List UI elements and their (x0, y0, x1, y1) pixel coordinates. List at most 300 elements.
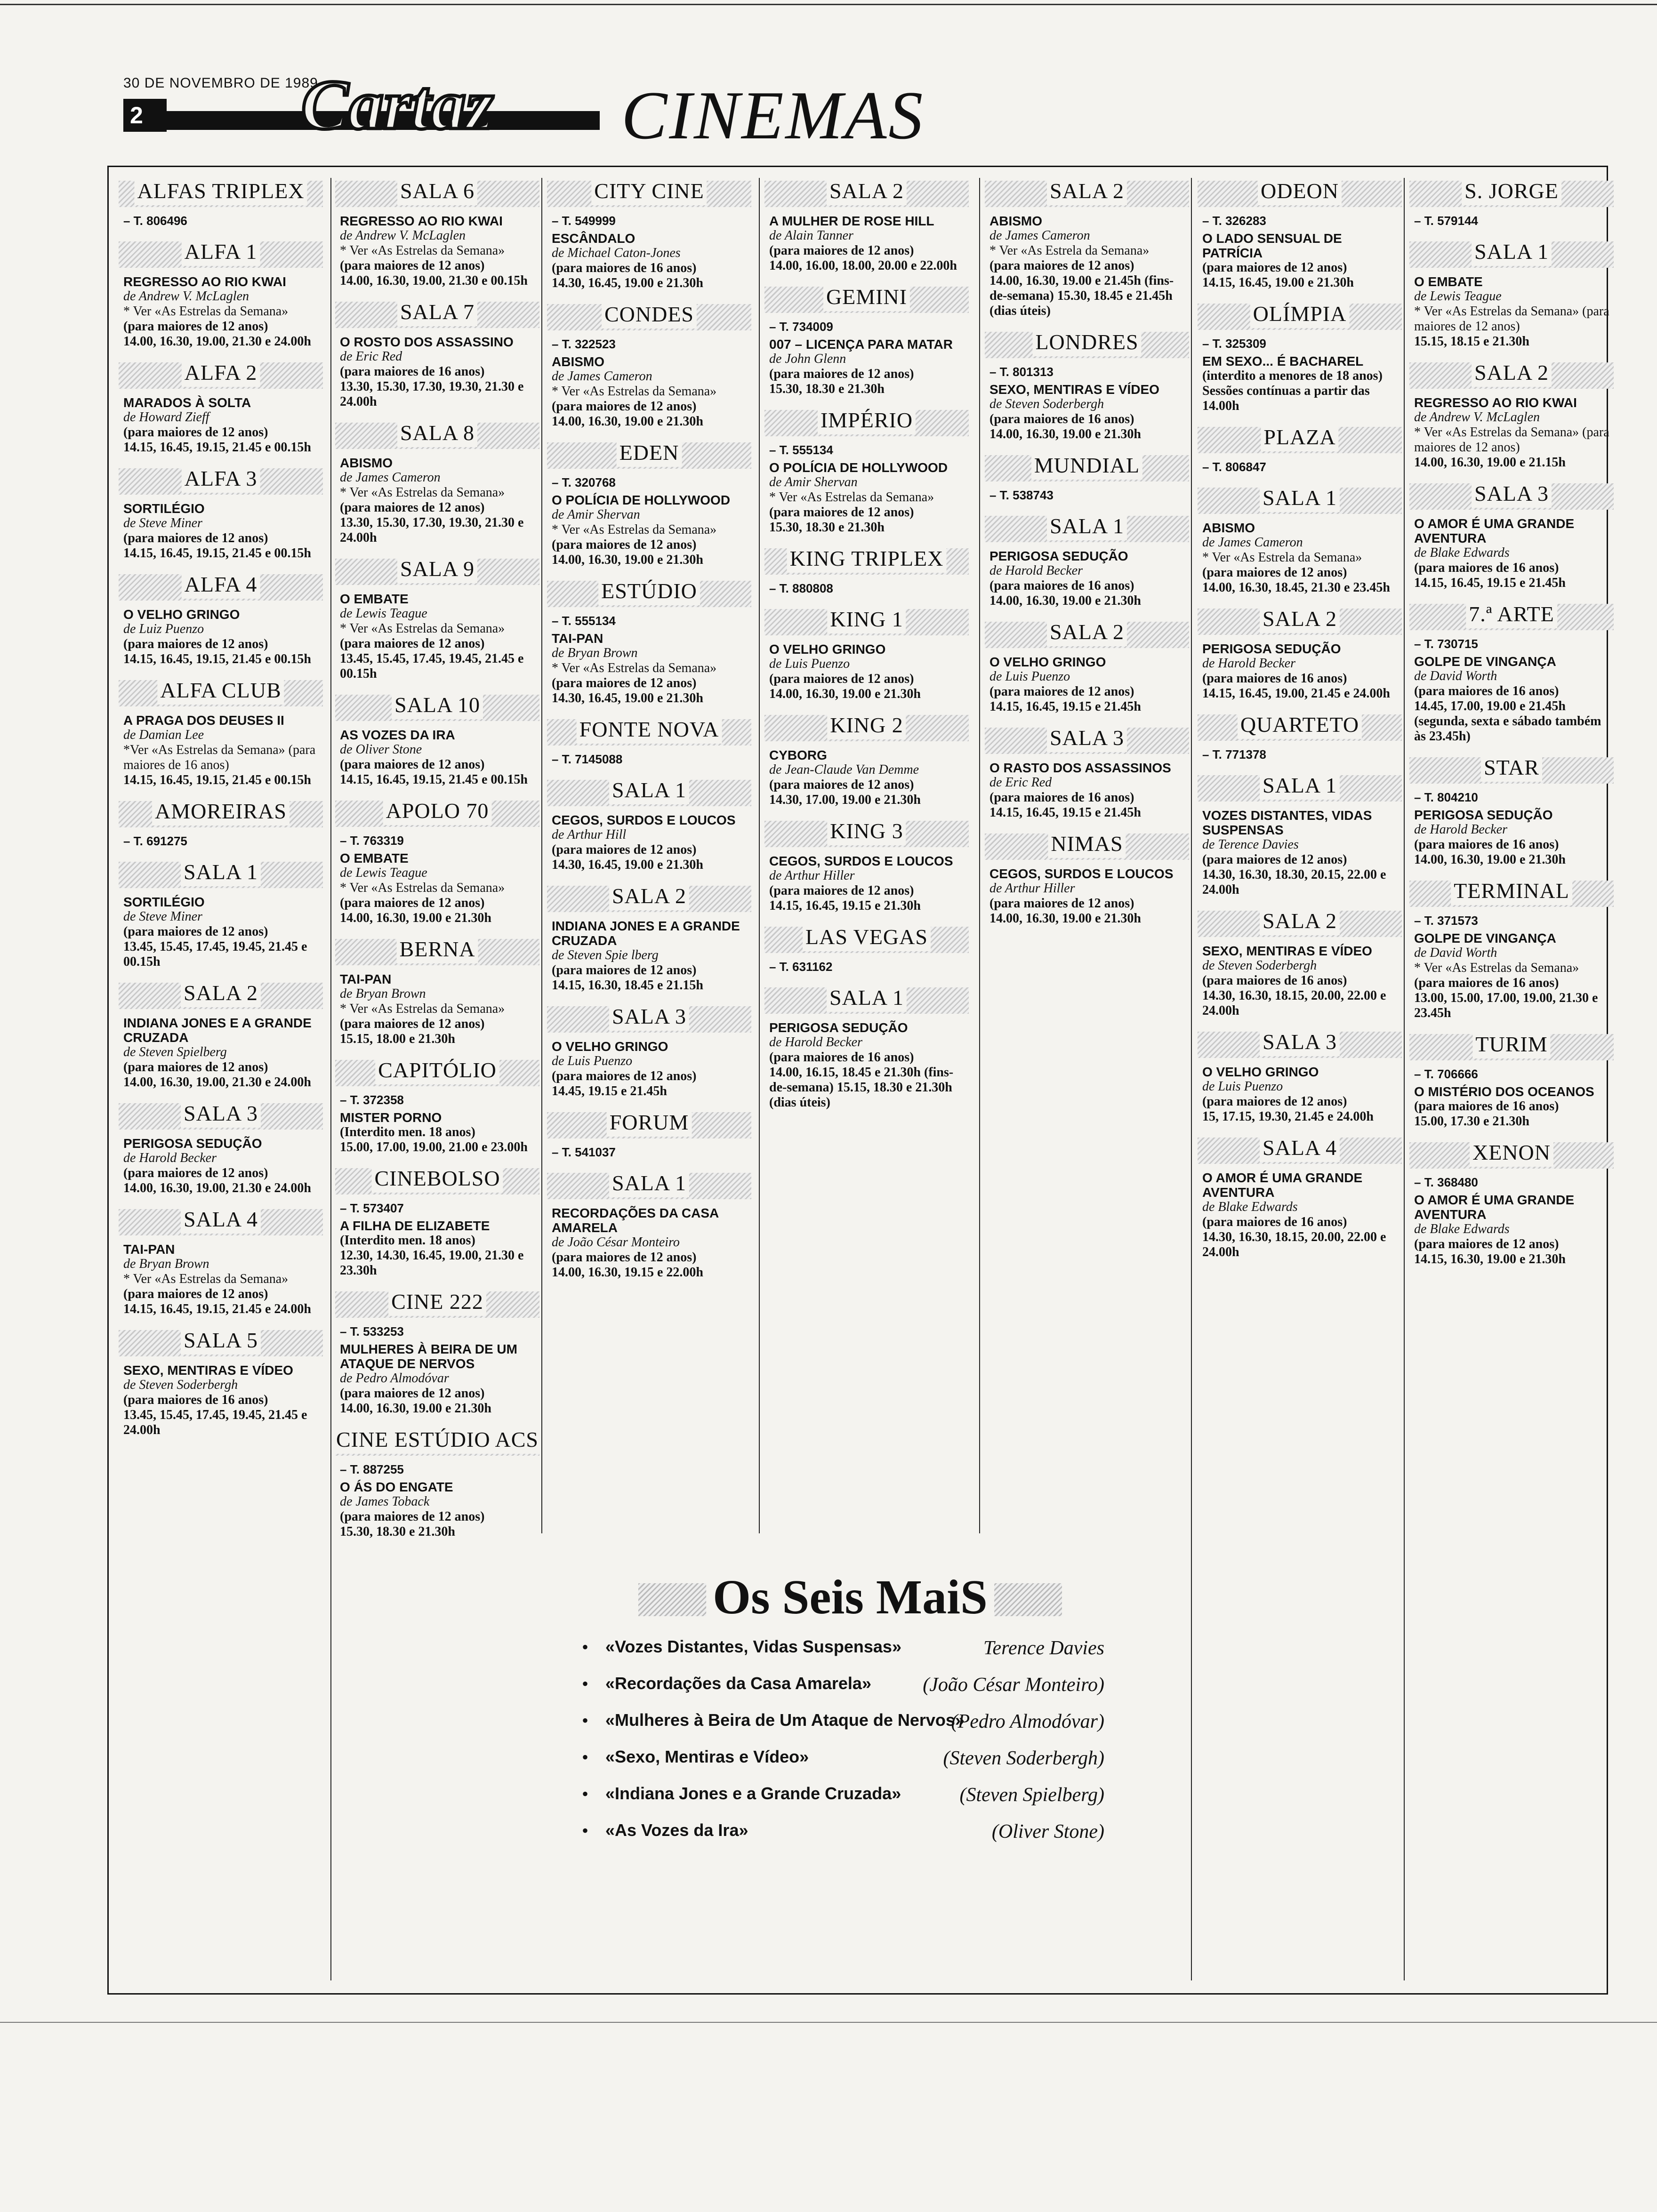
film-listing (552, 354, 751, 429)
film-rating: (para maiores de 12 anos) (769, 672, 914, 686)
film-title: A MULHER DE ROSE HILL (769, 214, 934, 228)
film-title: PERIGOSA SEDUÇÃO (989, 549, 1128, 563)
film-showtimes: 15.15, 18.15 e 21.30h (1414, 334, 1529, 349)
film-rating: (para maiores de 12 anos) (340, 258, 485, 273)
cinema-header (985, 181, 1189, 207)
film-showtimes: 14.00, 16.30, 19.15 e 22.00h (552, 1265, 703, 1280)
cinema-phone: – T. 887255 (340, 1462, 404, 1476)
cinema-header (1409, 181, 1614, 207)
film-showtimes: 14.15, 16.45, 19.00, 21.45 e 24.00h (1202, 686, 1390, 701)
film-listing (123, 607, 323, 667)
film-showtimes: 14.30, 16.45, 19.00 e 21.30h (552, 858, 703, 872)
recommended-director: (Steven Soderbergh) (943, 1747, 1104, 1769)
cinema-name: PLAZA (1261, 423, 1338, 451)
cinema-name: SALA 2 (1260, 605, 1340, 633)
film-showtimes: Sessões contínuas a partir das 14.00h (1202, 384, 1370, 413)
cinema-phone: – T. 806496 (123, 214, 187, 228)
film-director: de Luiz Puenzo (123, 622, 204, 636)
cinema-header (1409, 362, 1614, 389)
film-showtimes: 14.15, 16.45, 19.15, 21.45 e 00.15h (340, 772, 528, 787)
listing-column (1198, 178, 1402, 1260)
film-listing (769, 854, 969, 914)
film-note: * Ver «As Estrelas da Semana» (para maiores de 12 anos) (1414, 304, 1609, 334)
film-title: CEGOS, SURDOS E LOUCOS (989, 866, 1174, 881)
film-director: de Eric Red (340, 349, 402, 364)
cinema-name: SALA 1 (1472, 238, 1552, 266)
film-title: O RASTO DOS ASSASSINOS (989, 761, 1171, 775)
cinema-name: SALA 1 (827, 984, 907, 1012)
cinema-name: TURIM (1472, 1030, 1550, 1058)
film-title: SEXO, MENTIRAS E VÍDEO (989, 382, 1159, 397)
cinema-header (335, 1168, 539, 1194)
os-seis-mais-item (544, 1745, 1142, 1782)
film-rating: (para maiores de 12 anos) (123, 425, 268, 440)
bullet-icon: • (582, 1636, 589, 1658)
film-rating: (para maiores de 12 anos) (769, 243, 914, 258)
film-listing (552, 493, 751, 568)
film-showtimes: 14.00, 16.30, 19.00 e 21.30h (340, 1401, 491, 1416)
film-rating: (para maiores de 12 anos) (769, 367, 914, 381)
film-note: * Ver «As Estrelas da Semana» (123, 1272, 289, 1286)
film-showtimes: 14.00, 16.00, 18.00, 20.00 e 22.00h (769, 258, 957, 273)
film-title: O VELHO GRINGO (552, 1039, 668, 1054)
film-showtimes: 14.00, 16.30, 19.00, 21.30 e 00.15h (340, 273, 528, 288)
film-showtimes: 13.45, 15.45, 17.45, 19.45, 21.45 e 24.00h (123, 1408, 307, 1437)
page-number: 2 (123, 99, 167, 132)
film-showtimes: 14.15, 16.45, 19.00 e 21.30h (1202, 275, 1354, 290)
film-listing (989, 761, 1189, 820)
cinema-name: KING 2 (827, 711, 906, 739)
film-rating: (para maiores de 12 anos) (1202, 565, 1347, 580)
film-title: REGRESSO AO RIO KWAI (340, 214, 503, 228)
film-director: de James Toback (340, 1494, 430, 1509)
recommended-film: «Recordações da Casa Amarela» (605, 1674, 871, 1693)
film-rating: (para maiores de 16 anos) (1202, 973, 1347, 988)
cinema-phone: – T. 371573 (1414, 914, 1478, 928)
cinema-phone: – T. 372358 (340, 1093, 404, 1107)
film-director: de James Cameron (552, 369, 652, 384)
film-showtimes: 14.15, 16.45, 19.15, 21.45 e 00.15h (123, 773, 311, 787)
column-divider (541, 178, 542, 1533)
bullet-icon: • (582, 1820, 589, 1841)
film-director: de Bryan Brown (123, 1257, 209, 1271)
cinema-phone: – T. 631162 (769, 960, 833, 974)
publication-date: 30 DE NOVEMBRO DE 1989 (123, 75, 318, 91)
film-note: * Ver «As Estrelas da Semana» (769, 490, 934, 505)
film-rating: (para maiores de 16 anos) (340, 364, 485, 379)
film-title: REGRESSO AO RIO KWAI (1414, 395, 1577, 410)
film-listing (1202, 231, 1402, 290)
film-title: O VELHO GRINGO (123, 607, 240, 622)
film-rating: (para maiores de 12 anos) (769, 883, 914, 898)
cinema-phone: – T. 555134 (769, 443, 833, 457)
film-rating: (para maiores de 12 anos) (340, 500, 485, 515)
film-title: O MISTÉRIO DOS OCEANOS (1414, 1084, 1594, 1099)
cinema-header (335, 181, 539, 207)
film-rating: (para maiores de 12 anos) (123, 531, 268, 545)
film-showtimes: 13.45, 15.45, 17.45, 19.45, 21.45 e 00.15h (123, 939, 307, 969)
film-title: INDIANA JONES E A GRANDE CRUZADA (123, 1016, 312, 1045)
cinema-name: SALA 4 (1260, 1134, 1340, 1162)
film-title: O VELHO GRINGO (989, 655, 1106, 669)
listing-column (1409, 178, 1614, 1267)
page-bottom-rule (0, 2022, 1657, 2023)
cinema-name: KING 1 (827, 605, 906, 633)
film-title: REGRESSO AO RIO KWAI (123, 274, 286, 289)
film-showtimes: 14.00, 16.30, 19.00 e 21.30h (552, 414, 703, 429)
film-title: GOLPE DE VINGANÇA (1414, 654, 1556, 669)
column-divider (330, 178, 331, 1980)
film-listing (123, 713, 323, 788)
film-director: de Luis Puenzo (552, 1054, 633, 1068)
film-note: * Ver «As Estrela da Semana» (989, 243, 1150, 258)
film-title: TAI-PAN (340, 972, 392, 986)
cinema-header (119, 468, 323, 495)
film-showtimes: 14.00, 16.30, 19.00 e 21.30h (769, 687, 921, 701)
film-listing (340, 1342, 539, 1416)
film-note: * Ver «As Estrela da Semana» (1202, 550, 1362, 565)
cinema-header (1409, 757, 1614, 784)
film-rating: (para maiores de 12 anos) (552, 1250, 697, 1265)
bullet-icon: • (582, 1747, 589, 1768)
cinema-name: OLÍMPIA (1250, 300, 1350, 328)
film-title: O EMBATE (340, 851, 409, 866)
film-showtimes: 14.45, 19.15 e 21.45h (552, 1084, 667, 1098)
film-showtimes: 14.00, 16.30, 19.00 e 21.30h (552, 553, 703, 567)
film-listing (1414, 395, 1614, 470)
film-listing (340, 214, 539, 289)
cinema-name: SALA 4 (181, 1205, 261, 1234)
cinema-phone: – T. 804210 (1414, 790, 1478, 804)
cinema-header (1198, 427, 1402, 453)
cinema-name: LAS VEGAS (803, 923, 931, 951)
film-director: de Bryan Brown (552, 646, 638, 660)
film-rating: (para maiores de 16 anos) (1414, 561, 1559, 575)
cinema-phone: – T. 322523 (552, 337, 616, 351)
film-director: de Blake Edwards (1202, 1200, 1298, 1214)
cinema-header (119, 983, 323, 1009)
cinema-phone: – T. 880808 (769, 581, 833, 595)
film-listing (989, 382, 1189, 442)
cinema-phone: – T. 326283 (1202, 214, 1266, 228)
cinema-name: ALFA 3 (182, 465, 260, 493)
cinema-name: SALA 3 (1472, 480, 1552, 508)
cinema-name: SALA 6 (397, 177, 477, 205)
cinema-name: 7.ª ARTE (1466, 600, 1557, 628)
film-showtimes: 13.30, 15.30, 17.30, 19.30, 21.30 e 24.00h (340, 515, 524, 545)
film-director: de Harold Becker (123, 1151, 217, 1165)
film-rating: (para maiores de 16 anos) (552, 261, 697, 275)
film-title: EM SEXO... É BACHAREL (1202, 354, 1364, 369)
cinema-header (547, 304, 751, 330)
cinema-header (1409, 241, 1614, 268)
film-title: SEXO, MENTIRAS E VÍDEO (123, 1363, 293, 1378)
film-listing (340, 456, 539, 545)
cinema-name: SALA 1 (1260, 484, 1340, 512)
cinema-name: SALA 2 (1047, 177, 1127, 205)
cinema-header (335, 939, 539, 965)
film-rating: (interdito a menores de 18 anos) (1202, 369, 1383, 383)
film-director: de Luis Puenzo (989, 669, 1070, 684)
film-title: PERIGOSA SEDUÇÃO (1202, 641, 1341, 656)
film-rating: (para maiores de 16 anos) (123, 1393, 268, 1407)
film-director: de Harold Becker (1414, 822, 1507, 837)
film-showtimes: 14.15, 16.45, 19.15 e 21.30h (769, 898, 921, 913)
cinema-header (1198, 181, 1402, 207)
cinema-name: SALA 10 (392, 691, 483, 719)
cinema-header (1198, 1138, 1402, 1164)
cinema-phone: – T. 368480 (1414, 1175, 1478, 1189)
film-rating: (para maiores de 12 anos) (123, 1287, 268, 1301)
film-director: de Arthur Hiller (989, 881, 1075, 896)
film-director: de David Worth (1414, 946, 1497, 960)
cinema-name: SALA 1 (181, 858, 261, 886)
film-listing (123, 1242, 323, 1317)
cinema-header (764, 609, 969, 635)
film-listing (1202, 1065, 1402, 1124)
film-listing (123, 1016, 323, 1090)
listing-column (764, 178, 969, 1110)
cinema-name: KING TRIPLEX (787, 545, 947, 573)
film-rating: (para maiores de 12 anos) (1202, 1094, 1347, 1109)
film-note: * Ver «As Estrelas da Semana» (340, 1002, 505, 1016)
film-director: de Amir Shervan (552, 507, 640, 522)
film-title: PERIGOSA SEDUÇÃO (123, 1136, 262, 1151)
listing-column (119, 178, 323, 1438)
cinema-header (335, 1429, 539, 1456)
film-director: de Blake Edwards (1414, 1222, 1510, 1236)
film-listing (123, 501, 323, 561)
film-rating: (para maiores de 12 anos) (552, 537, 697, 552)
film-rating: (para maiores de 12 anos) (989, 684, 1134, 699)
cinema-name: SALA 8 (397, 419, 477, 447)
film-showtimes: 15.15, 18.00 e 21.30h (340, 1032, 455, 1046)
cinema-name: CINE 222 (388, 1288, 486, 1316)
film-title: TAI-PAN (552, 631, 603, 646)
film-director: de Harold Becker (989, 563, 1083, 578)
film-title: O VELHO GRINGO (1202, 1065, 1319, 1079)
cinema-header (119, 1103, 323, 1130)
cinema-name: SALA 1 (1047, 512, 1127, 540)
film-note: * Ver «As Estrelas da Semana» (552, 661, 717, 675)
recommended-film: «Mulheres à Beira de Um Ataque de Nervos» (605, 1710, 965, 1730)
film-title: MARADOS À SOLTA (123, 395, 251, 410)
recommended-director: (Steven Spielberg) (959, 1784, 1104, 1806)
film-showtimes: 14.15, 16.30, 19.00 e 21.30h (1414, 1252, 1566, 1266)
cinema-phone: – T. 555134 (552, 614, 616, 628)
film-director: de Eric Red (989, 775, 1052, 790)
film-listing (123, 1363, 323, 1438)
film-title: CYBORG (769, 748, 827, 762)
film-listing (552, 231, 751, 291)
film-listing (1414, 1084, 1614, 1129)
film-listing (340, 1110, 539, 1155)
film-director: de Steven Soderbergh (989, 397, 1104, 411)
cinema-name: CONDES (602, 300, 697, 329)
film-listing (1202, 641, 1402, 701)
cinema-header (335, 1060, 539, 1086)
cinema-header (764, 548, 969, 575)
film-rating: (para maiores de 12 anos) (769, 777, 914, 792)
section-title: CINEMAS (621, 77, 925, 153)
film-rating: (para maiores de 12 anos) (989, 896, 1134, 911)
cinema-header (985, 516, 1189, 542)
film-rating: (para maiores de 16 anos) (1414, 976, 1559, 990)
column-divider (1404, 178, 1405, 1980)
film-director: de Michael Caton-Jones (552, 246, 681, 260)
film-rating: (para maiores de 16 anos) (1202, 1215, 1347, 1229)
film-showtimes: 13.30, 15.30, 17.30, 19.30, 21.30 e 24.00h (340, 379, 524, 409)
film-director: de João César Monteiro (552, 1235, 680, 1250)
cinema-name: ALFA CLUB (157, 676, 284, 705)
cinema-name: APOLO 70 (383, 797, 492, 825)
film-showtimes: 14.00, 16.30, 19.00, 21.30 e 24.00h (123, 1075, 311, 1090)
cinema-name: TERMINAL (1451, 877, 1572, 905)
cinema-header (547, 581, 751, 607)
film-rating: (para maiores de 12 anos) (769, 505, 914, 520)
film-rating: (para maiores de 12 anos) (123, 319, 268, 334)
film-listing (123, 895, 323, 970)
film-listing (1202, 944, 1402, 1018)
cinema-name: QUARTETO (1238, 711, 1362, 739)
film-showtimes: 14.00, 16.30, 19.00 e 21.30h (989, 911, 1141, 926)
film-director: de Howard Zieff (123, 410, 209, 425)
film-listing (989, 214, 1189, 319)
film-note: * Ver «As Estrelas da Semana» (340, 621, 505, 636)
film-title: 007 – LICENÇA PARA MATAR (769, 337, 953, 352)
cinema-name: S. JORGE (1462, 177, 1561, 205)
cinema-phone: – T. 549999 (552, 214, 616, 228)
film-showtimes: 15.30, 18.30 e 21.30h (340, 1524, 455, 1539)
film-showtimes: 15.30, 18.30 e 21.30h (769, 382, 885, 396)
cinema-name: CITY CINE (591, 177, 707, 205)
film-showtimes: 14.00, 16.15, 18.45 e 21.30h (fins-de-semana) 15.15, 18.30 e 21.30h (dias úteis) (769, 1065, 954, 1110)
film-director: de James Cameron (340, 470, 441, 485)
film-director: de Arthur Hill (552, 827, 627, 842)
cinema-name: FORUM (607, 1108, 692, 1137)
film-listing (769, 214, 969, 273)
film-listing (1202, 354, 1402, 414)
cinema-name: SALA 3 (1260, 1028, 1340, 1056)
film-rating: (para maiores de 12 anos) (1202, 852, 1347, 867)
os-seis-mais-item (544, 1782, 1142, 1819)
cinema-name: SALA 2 (827, 177, 907, 205)
cinema-header (1198, 911, 1402, 937)
cinema-name: IMPÉRIO (818, 406, 916, 434)
film-title: O ÁS DO ENGATE (340, 1480, 453, 1494)
film-director: de David Worth (1414, 669, 1497, 683)
cinema-name: FONTE NOVA (577, 715, 722, 744)
cinema-name: BERNA (397, 935, 478, 963)
film-showtimes: 14.15, 16.45, 19.15, 21.45 e 00.15h (123, 652, 311, 666)
film-title: O EMBATE (1414, 274, 1483, 289)
film-title: O POLÍCIA DE HOLLYWOOD (552, 493, 731, 507)
film-listing (769, 642, 969, 702)
cinema-header (985, 622, 1189, 648)
film-listing (552, 631, 751, 706)
cinema-phone: – T. 706666 (1414, 1067, 1478, 1081)
film-director: de Steve Miner (123, 516, 202, 530)
film-rating: (para maiores de 16 anos) (1414, 1099, 1559, 1114)
cinema-header (764, 410, 969, 436)
cinema-header (335, 695, 539, 721)
film-listing (769, 460, 969, 535)
film-listing (340, 851, 539, 926)
film-director: de Lewis Teague (1414, 289, 1502, 304)
os-seis-mais-item (544, 1635, 1142, 1672)
film-showtimes: 14.00, 16.30, 19.00, 21.30 e 24.00h (123, 1181, 311, 1195)
cinema-header (1409, 483, 1614, 510)
cinema-header (764, 927, 969, 953)
film-note: *Ver «As Estrelas da Semana» (para maiores de 16 anos) (123, 743, 316, 772)
listing-column (547, 178, 751, 1280)
cinema-name: SALA 2 (1472, 359, 1552, 387)
film-director: de Lewis Teague (340, 866, 427, 880)
cinema-name: ALFA 1 (182, 238, 260, 266)
bullet-icon: • (582, 1783, 589, 1804)
film-title: O POLÍCIA DE HOLLYWOOD (769, 460, 948, 475)
cinema-header (547, 719, 751, 745)
film-listing (1202, 1170, 1402, 1260)
film-showtimes: 14.00, 16.30, 19.00, 21.30 e 24.00h (123, 334, 311, 349)
film-title: SORTILÉGIO (123, 501, 205, 516)
film-director: de Bryan Brown (340, 986, 426, 1001)
film-rating: (para maiores de 12 anos) (552, 399, 697, 414)
cinema-name: SALA 7 (397, 298, 477, 326)
os-seis-mais-item (544, 1819, 1142, 1855)
film-title: AS VOZES DA IRA (340, 728, 455, 742)
bullet-icon: • (582, 1673, 589, 1694)
film-director: de Harold Becker (769, 1035, 862, 1050)
os-seis-mais-item (544, 1672, 1142, 1708)
film-rating: (para maiores de 12 anos) (989, 258, 1134, 273)
film-showtimes: 14.15, 16.45, 19.15, 21.45 e 00.15h (123, 546, 311, 561)
cinema-name: ALFA 2 (182, 359, 260, 387)
film-rating: (para maiores de 12 anos) (123, 1166, 268, 1180)
film-title: O AMOR É UMA GRANDE AVENTURA (1414, 1193, 1575, 1222)
film-showtimes: 12.30, 14.30, 16.45, 19.00, 21.30 e 23.30h (340, 1248, 524, 1278)
film-director: de Alain Tanner (769, 228, 853, 243)
cinema-header (1198, 1032, 1402, 1058)
cinema-header (119, 801, 323, 827)
film-showtimes: 14.00, 16.30, 19.00 e 21.30h (989, 593, 1141, 608)
cinema-phone: – T. 538743 (989, 488, 1054, 502)
film-rating: (para maiores de 12 anos) (552, 963, 697, 978)
cinema-header (119, 574, 323, 601)
os-seis-mais-list (544, 1635, 1142, 1855)
cinema-phone: – T. 573407 (340, 1201, 404, 1215)
cinema-header (764, 821, 969, 847)
cinema-name: AMOREIRAS (152, 797, 290, 825)
cinema-header (335, 302, 539, 328)
film-showtimes: 14.15, 16.45, 19.15 e 21.45h (989, 699, 1141, 714)
film-rating: (para maiores de 12 anos) (552, 676, 697, 690)
film-listing (340, 728, 539, 787)
cinema-name: KING 3 (827, 817, 906, 845)
film-director: de Luis Puenzo (1202, 1079, 1283, 1094)
cinema-name: ODEON (1258, 177, 1342, 205)
film-rating: (para maiores de 12 anos) (340, 757, 485, 772)
film-listing (769, 1020, 969, 1110)
cinema-header (1409, 881, 1614, 907)
film-note: * Ver «As Estrelas da Semana» (para maiores de 12 anos) (1414, 425, 1609, 455)
film-rating: (para maiores de 16 anos) (989, 412, 1134, 426)
film-director: de Pedro Almodóvar (340, 1371, 449, 1386)
film-showtimes: 14.15, 16.45, 19.15, 21.45 e 24.00h (123, 1302, 311, 1316)
cinema-header (547, 181, 751, 207)
listing-column (985, 178, 1189, 926)
film-listing (769, 337, 969, 397)
